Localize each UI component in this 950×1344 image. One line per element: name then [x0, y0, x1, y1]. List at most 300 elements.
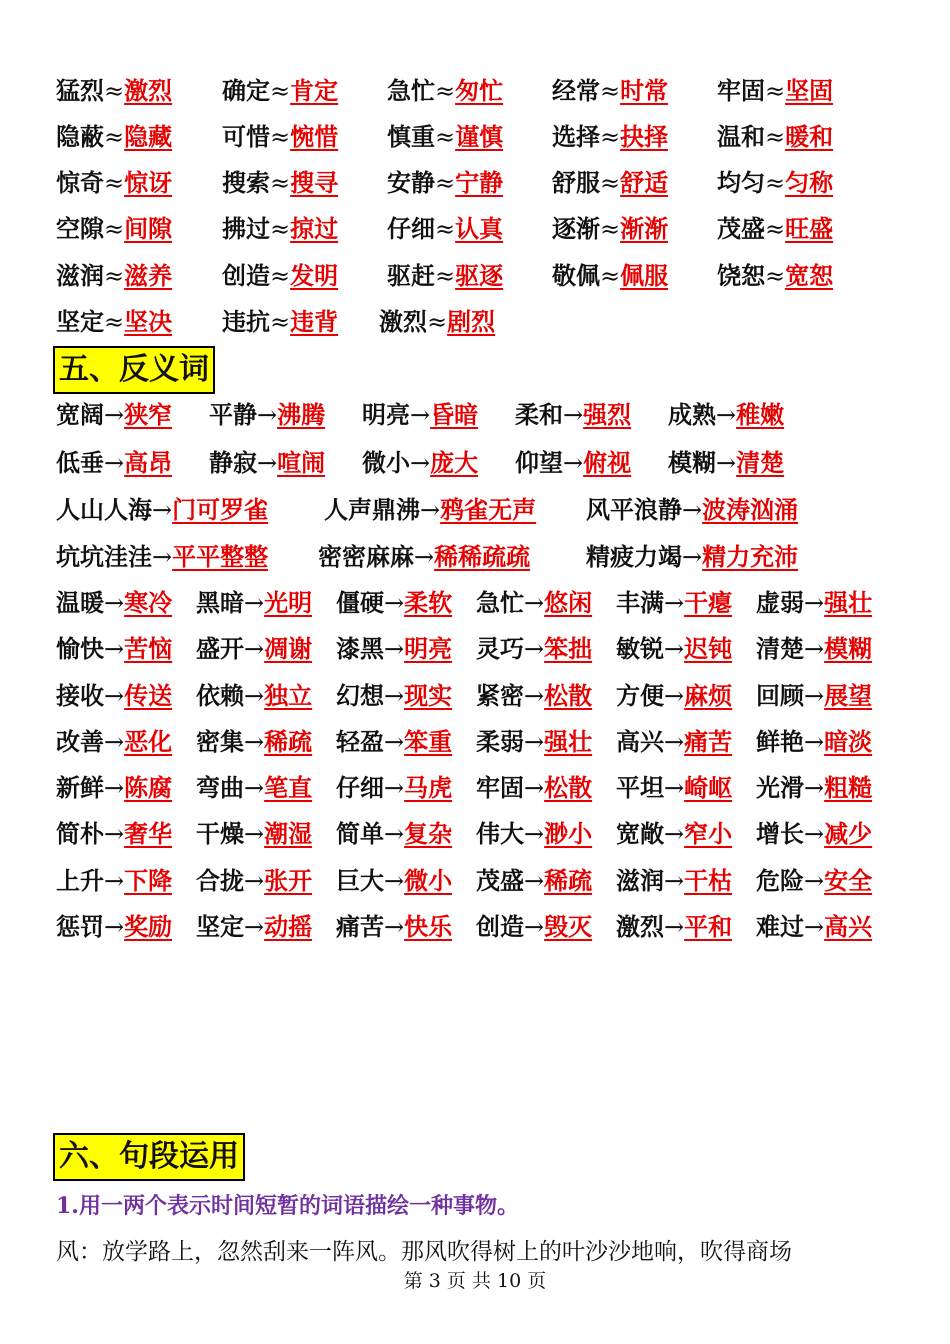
answer-word: 寒冷	[124, 588, 173, 617]
word-pair	[476, 861, 592, 901]
answer-word: 松散	[544, 681, 593, 710]
word-pair	[717, 117, 833, 157]
answer-word: 苦恼	[124, 634, 173, 663]
task-1-prompt: 1.用一两个表示时间短暂的词语描绘一种事物。	[56, 1193, 519, 1219]
word-pair	[336, 722, 452, 762]
answer-word: 认真	[455, 214, 504, 243]
source-word: 隐蔽	[56, 122, 104, 151]
word-pair	[756, 768, 872, 808]
relation-symbol: →	[682, 496, 703, 524]
source-word: 猛烈	[56, 76, 104, 105]
answer-word: 奢华	[124, 819, 173, 848]
relation-symbol: ≈	[104, 123, 125, 151]
source-word: 轻盈	[336, 727, 384, 756]
word-pair	[336, 861, 452, 901]
answer-word: 昏暗	[430, 400, 479, 429]
relation-symbol: →	[257, 401, 278, 429]
source-word: 可惜	[222, 122, 270, 151]
answer-word: 安全	[824, 866, 873, 895]
relation-symbol: →	[420, 496, 441, 524]
relation-symbol: ≈	[104, 262, 125, 290]
relation-symbol: ≈	[270, 262, 291, 290]
answer-word: 复杂	[404, 819, 453, 848]
source-word: 舒服	[552, 168, 600, 197]
answer-word: 干瘪	[684, 588, 733, 617]
source-word: 高兴	[616, 727, 664, 756]
relation-symbol: →	[524, 913, 545, 941]
source-word: 虚弱	[756, 588, 804, 617]
answer-word: 强烈	[583, 400, 632, 429]
word-pair	[324, 490, 536, 530]
answer-word: 发明	[290, 261, 339, 290]
relation-symbol: →	[804, 682, 825, 710]
source-word: 牢固	[476, 773, 524, 802]
relation-symbol: →	[244, 589, 265, 617]
source-word: 温和	[717, 122, 765, 151]
relation-symbol: →	[104, 913, 125, 941]
word-pair	[196, 583, 312, 623]
source-word: 均匀	[717, 168, 765, 197]
example-paragraph: 风：放学路上，忽然刮来一阵风。那风吹得树上的叶沙沙地响，吹得商场	[56, 1239, 792, 1265]
word-pair	[222, 163, 338, 203]
source-word: 慎重	[387, 122, 435, 151]
word-pair	[616, 722, 732, 762]
answer-word: 模糊	[824, 634, 873, 663]
word-pair	[336, 629, 452, 669]
relation-symbol: →	[664, 820, 685, 848]
relation-symbol: →	[682, 543, 703, 571]
answer-word: 陈腐	[124, 773, 173, 802]
relation-symbol: →	[524, 635, 545, 663]
answer-word: 窄小	[684, 819, 733, 848]
source-word: 微小	[362, 448, 410, 477]
source-word: 伟大	[476, 819, 524, 848]
relation-symbol: ≈	[104, 169, 125, 197]
word-pair	[56, 768, 172, 808]
relation-symbol: →	[804, 867, 825, 895]
word-pair	[756, 583, 872, 623]
answer-word: 麻烦	[684, 681, 733, 710]
word-pair	[552, 256, 668, 296]
answer-word: 掠过	[290, 214, 339, 243]
answer-word: 独立	[264, 681, 313, 710]
word-pair	[222, 117, 338, 157]
answer-word: 渐渐	[620, 214, 669, 243]
relation-symbol: →	[384, 867, 405, 895]
answer-word: 强壮	[544, 727, 593, 756]
relation-symbol: ≈	[600, 77, 621, 105]
answer-word: 悠闲	[544, 588, 593, 617]
word-pair	[387, 256, 503, 296]
word-pair	[515, 395, 631, 435]
word-pair	[717, 71, 833, 111]
source-word: 低垂	[56, 448, 104, 477]
answer-word: 喧闹	[277, 448, 326, 477]
relation-symbol: →	[244, 774, 265, 802]
word-pair	[717, 163, 833, 203]
word-pair	[336, 907, 452, 947]
word-pair	[209, 395, 325, 435]
source-word: 难过	[756, 912, 804, 941]
word-pair	[616, 583, 732, 623]
relation-symbol: →	[664, 728, 685, 756]
answer-word: 稚嫩	[736, 400, 785, 429]
word-pair	[336, 583, 452, 623]
source-word: 创造	[222, 261, 270, 290]
source-word: 清楚	[756, 634, 804, 663]
source-word: 危险	[756, 866, 804, 895]
source-word: 密密麻麻	[318, 542, 414, 571]
relation-symbol: →	[104, 682, 125, 710]
answer-word: 肯定	[290, 76, 339, 105]
source-word: 空隙	[56, 214, 104, 243]
relation-symbol: →	[524, 682, 545, 710]
relation-symbol: ≈	[104, 308, 125, 336]
relation-symbol: →	[563, 449, 584, 477]
word-pair	[586, 490, 798, 530]
answer-word: 宁静	[455, 168, 504, 197]
relation-symbol: →	[104, 449, 125, 477]
source-word: 仔细	[336, 773, 384, 802]
word-pair	[476, 722, 592, 762]
source-word: 人山人海	[56, 495, 152, 524]
page-footer: 第 3 页 共 10 页	[403, 1270, 547, 1292]
source-word: 明亮	[362, 400, 410, 429]
source-word: 茂盛	[717, 214, 765, 243]
source-word: 拂过	[222, 214, 270, 243]
source-word: 幻想	[336, 681, 384, 710]
word-pair	[476, 629, 592, 669]
source-word: 饶恕	[717, 261, 765, 290]
answer-word: 剧烈	[447, 307, 496, 336]
word-pair	[56, 209, 172, 249]
relation-symbol: →	[524, 774, 545, 802]
relation-symbol: →	[152, 543, 173, 571]
answer-word: 光明	[264, 588, 313, 617]
answer-word: 违背	[290, 307, 339, 336]
answer-word: 笨重	[404, 727, 453, 756]
relation-symbol: →	[104, 774, 125, 802]
source-word: 简单	[336, 819, 384, 848]
source-word: 鲜艳	[756, 727, 804, 756]
relation-symbol: →	[524, 589, 545, 617]
word-pair	[515, 443, 631, 483]
source-word: 急忙	[476, 588, 524, 617]
relation-symbol: →	[152, 496, 173, 524]
word-pair	[616, 676, 732, 716]
source-word: 弯曲	[196, 773, 244, 802]
source-word: 创造	[476, 912, 524, 941]
answer-word: 现实	[404, 681, 453, 710]
source-word: 牢固	[717, 76, 765, 105]
source-word: 依赖	[196, 681, 244, 710]
answer-word: 滋养	[124, 261, 173, 290]
answer-word: 惊讶	[124, 168, 173, 197]
answer-word: 明亮	[404, 634, 453, 663]
answer-word: 微小	[404, 866, 453, 895]
word-pair	[387, 117, 503, 157]
relation-symbol: ≈	[104, 77, 125, 105]
word-pair	[717, 209, 833, 249]
relation-symbol: ≈	[600, 262, 621, 290]
relation-symbol: →	[804, 589, 825, 617]
relation-symbol: →	[384, 589, 405, 617]
word-pair	[56, 629, 172, 669]
answer-word: 匀称	[785, 168, 834, 197]
answer-word: 俯视	[583, 448, 632, 477]
word-pair	[552, 71, 668, 111]
relation-symbol: →	[104, 589, 125, 617]
relation-symbol: →	[104, 728, 125, 756]
source-word: 温暖	[56, 588, 104, 617]
word-pair	[756, 676, 872, 716]
relation-symbol: ≈	[435, 169, 456, 197]
answer-word: 展望	[824, 681, 873, 710]
word-pair	[476, 676, 592, 716]
word-pair	[756, 629, 872, 669]
answer-word: 波涛汹涌	[702, 495, 799, 524]
relation-symbol: →	[664, 682, 685, 710]
section-5-title: 五、反义词	[53, 346, 215, 394]
source-word: 愉快	[56, 634, 104, 663]
answer-word: 庞大	[430, 448, 479, 477]
source-word: 漆黑	[336, 634, 384, 663]
answer-word: 隐藏	[124, 122, 173, 151]
relation-symbol: →	[244, 913, 265, 941]
word-pair	[362, 443, 478, 483]
relation-symbol: →	[716, 449, 737, 477]
word-pair	[616, 814, 732, 854]
source-word: 搜索	[222, 168, 270, 197]
answer-word: 柔软	[404, 588, 453, 617]
relation-symbol: →	[384, 774, 405, 802]
word-pair	[196, 676, 312, 716]
source-word: 坚定	[56, 307, 104, 336]
answer-word: 高兴	[824, 912, 873, 941]
word-pair	[756, 814, 872, 854]
word-pair	[476, 814, 592, 854]
word-pair	[756, 861, 872, 901]
source-word: 柔弱	[476, 727, 524, 756]
source-word: 痛苦	[336, 912, 384, 941]
relation-symbol: ≈	[600, 215, 621, 243]
word-pair	[552, 209, 668, 249]
source-word: 激烈	[616, 912, 664, 941]
relation-symbol: ≈	[435, 262, 456, 290]
relation-symbol: →	[104, 635, 125, 663]
source-word: 选择	[552, 122, 600, 151]
answer-word: 坚固	[785, 76, 834, 105]
answer-word: 下降	[124, 866, 173, 895]
source-word: 坚定	[196, 912, 244, 941]
answer-word: 强壮	[824, 588, 873, 617]
word-pair	[196, 907, 312, 947]
answer-word: 谨慎	[455, 122, 504, 151]
source-word: 黑暗	[196, 588, 244, 617]
answer-word: 暖和	[785, 122, 834, 151]
relation-symbol: →	[244, 820, 265, 848]
source-word: 静寂	[209, 448, 257, 477]
source-word: 逐渐	[552, 214, 600, 243]
source-word: 成熟	[668, 400, 716, 429]
relation-symbol: →	[664, 635, 685, 663]
answer-word: 毁灭	[544, 912, 593, 941]
answer-word: 笔直	[264, 773, 313, 802]
answer-word: 松散	[544, 773, 593, 802]
answer-word: 沸腾	[277, 400, 326, 429]
answer-word: 旺盛	[785, 214, 834, 243]
answer-word: 凋谢	[264, 634, 313, 663]
answer-word: 减少	[824, 819, 873, 848]
word-pair	[387, 163, 503, 203]
relation-symbol: →	[384, 682, 405, 710]
source-word: 平静	[209, 400, 257, 429]
source-word: 上升	[56, 866, 104, 895]
word-pair	[56, 443, 172, 483]
source-word: 巨大	[336, 866, 384, 895]
source-word: 改善	[56, 727, 104, 756]
word-pair	[616, 861, 732, 901]
word-pair	[476, 768, 592, 808]
relation-symbol: →	[563, 401, 584, 429]
relation-symbol: ≈	[765, 215, 786, 243]
word-pair	[56, 117, 172, 157]
answer-word: 潮湿	[264, 819, 313, 848]
answer-word: 匆忙	[455, 76, 504, 105]
relation-symbol: →	[804, 774, 825, 802]
answer-word: 平平整整	[172, 542, 269, 571]
relation-symbol: →	[664, 589, 685, 617]
relation-symbol: →	[104, 820, 125, 848]
source-word: 合拢	[196, 866, 244, 895]
relation-symbol: →	[410, 401, 431, 429]
word-pair	[387, 209, 503, 249]
word-pair	[56, 163, 172, 203]
answer-word: 时常	[620, 76, 669, 105]
source-word: 确定	[222, 76, 270, 105]
answer-word: 舒适	[620, 168, 669, 197]
relation-symbol: ≈	[270, 77, 291, 105]
word-pair	[56, 302, 172, 342]
source-word: 简朴	[56, 819, 104, 848]
answer-word: 平和	[684, 912, 733, 941]
source-word: 柔和	[515, 400, 563, 429]
answer-word: 暗淡	[824, 727, 873, 756]
relation-symbol: →	[804, 913, 825, 941]
source-word: 仰望	[515, 448, 563, 477]
word-pair	[56, 490, 268, 530]
relation-symbol: →	[414, 543, 435, 571]
answer-word: 惋惜	[290, 122, 339, 151]
word-pair	[56, 722, 172, 762]
source-word: 茂盛	[476, 866, 524, 895]
answer-word: 传送	[124, 681, 173, 710]
answer-word: 精力充沛	[702, 542, 799, 571]
source-word: 安静	[387, 168, 435, 197]
relation-symbol: →	[384, 820, 405, 848]
answer-word: 崎岖	[684, 773, 733, 802]
answer-word: 抉择	[620, 122, 669, 151]
word-pair	[616, 907, 732, 947]
relation-symbol: →	[384, 913, 405, 941]
word-pair	[616, 768, 732, 808]
answer-word: 干枯	[684, 866, 733, 895]
relation-symbol: ≈	[600, 123, 621, 151]
source-word: 丰满	[616, 588, 664, 617]
relation-symbol: →	[804, 820, 825, 848]
relation-symbol: ≈	[427, 308, 448, 336]
source-word: 新鲜	[56, 773, 104, 802]
word-pair	[336, 768, 452, 808]
relation-symbol: ≈	[765, 123, 786, 151]
word-pair	[196, 629, 312, 669]
source-word: 仔细	[387, 214, 435, 243]
word-pair	[552, 117, 668, 157]
relation-symbol: ≈	[600, 169, 621, 197]
source-word: 僵硬	[336, 588, 384, 617]
answer-word: 高昂	[124, 448, 173, 477]
word-pair	[56, 71, 172, 111]
word-pair	[616, 629, 732, 669]
answer-word: 宽恕	[785, 261, 834, 290]
source-word: 惩罚	[56, 912, 104, 941]
source-word: 密集	[196, 727, 244, 756]
source-word: 盛开	[196, 634, 244, 663]
source-word: 违抗	[222, 307, 270, 336]
relation-symbol: ≈	[435, 123, 456, 151]
word-pair	[56, 861, 172, 901]
source-word: 滋润	[616, 866, 664, 895]
word-pair	[387, 71, 503, 111]
word-pair	[56, 676, 172, 716]
word-pair	[476, 583, 592, 623]
answer-word: 坚决	[124, 307, 173, 336]
answer-word: 奖励	[124, 912, 173, 941]
source-word: 宽阔	[56, 400, 104, 429]
source-word: 模糊	[668, 448, 716, 477]
source-word: 敬佩	[552, 261, 600, 290]
relation-symbol: →	[244, 682, 265, 710]
relation-symbol: →	[104, 867, 125, 895]
answer-word: 粗糙	[824, 773, 873, 802]
source-word: 坑坑洼洼	[56, 542, 152, 571]
word-pair	[362, 395, 478, 435]
answer-word: 间隙	[124, 214, 173, 243]
answer-word: 稀疏	[264, 727, 313, 756]
word-pair	[196, 814, 312, 854]
relation-symbol: →	[664, 913, 685, 941]
answer-word: 恶化	[124, 727, 173, 756]
word-pair	[56, 256, 172, 296]
word-pair	[552, 163, 668, 203]
relation-symbol: ≈	[104, 215, 125, 243]
relation-symbol: →	[524, 867, 545, 895]
source-word: 回顾	[756, 681, 804, 710]
relation-symbol: ≈	[270, 215, 291, 243]
source-word: 光滑	[756, 773, 804, 802]
relation-symbol: →	[244, 635, 265, 663]
word-pair	[222, 256, 338, 296]
relation-symbol: →	[244, 867, 265, 895]
relation-symbol: →	[524, 820, 545, 848]
source-word: 驱赶	[387, 261, 435, 290]
answer-word: 动摇	[264, 912, 313, 941]
word-pair	[56, 395, 172, 435]
relation-symbol: →	[804, 635, 825, 663]
relation-symbol: ≈	[435, 215, 456, 243]
relation-symbol: ≈	[765, 77, 786, 105]
word-pair	[336, 814, 452, 854]
